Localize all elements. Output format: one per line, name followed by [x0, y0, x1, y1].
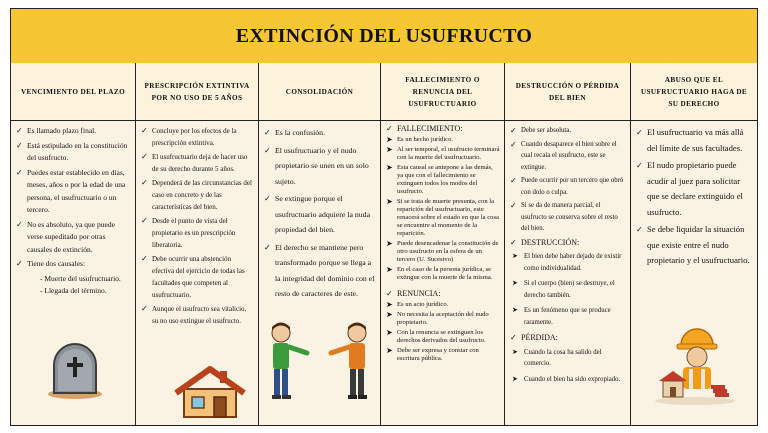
list-item: ✓ Debe ser absoluta. — [510, 126, 572, 135]
summary-chart — [10, 8, 758, 426]
construction-worker-icon — [653, 325, 737, 405]
tombstone-icon — [47, 341, 103, 399]
arrow-bullet-icon: ➤ — [386, 300, 393, 309]
arrow-bullet-icon: ➤ — [386, 145, 393, 154]
column-header: CONSOLIDACIÓN — [259, 63, 380, 121]
list-item: ✓ Es llamado plazo final. — [16, 125, 131, 138]
list-item: ➤ Puede desencadenar la constitución de otro usufructo en la esfera de un tercero (U. Sucesivo) — [386, 239, 499, 263]
column-header: FALLECIMIENTO O RENUNCIA DEL USUFRUCTUARIO — [381, 63, 504, 121]
check-icon: ✓ — [510, 126, 517, 135]
list-item: ✓ Es la confusión. — [264, 125, 376, 141]
sub-item: - Muerte del usufructuario. — [40, 273, 121, 283]
check-icon: ✓ — [141, 178, 148, 187]
column-body — [259, 121, 380, 302]
list-item: ✓ El derecho se mantiene pero transformado porque se llega a la integridad del dominio con el resto de caracteres de este. — [264, 240, 376, 302]
check-icon: ✓ — [141, 304, 148, 313]
check-icon: ✓ — [16, 126, 23, 135]
arrow-bullet-icon: ➤ — [512, 306, 518, 314]
two-people-icon — [263, 321, 375, 403]
column-abuso — [631, 63, 757, 425]
arrow-bullet-icon: ➤ — [512, 252, 518, 260]
list-item: ✓ Se debe liquidar la situación que existe entre el nudo propietario y el usufructuario. — [636, 224, 750, 265]
arrow-bullet-icon: ➤ — [386, 239, 393, 248]
column-body — [631, 121, 757, 269]
column-prescripcion — [136, 63, 259, 425]
list-item: ✓ Cuando desaparece el bien sobre el cual recaía el usufructo, este se extingue. — [510, 139, 617, 171]
column-vencimiento — [11, 63, 136, 425]
section-heading: ✓ RENUNCIA: — [386, 289, 441, 298]
column-fallecimiento-renuncia — [381, 63, 505, 425]
check-icon: ✓ — [510, 139, 517, 149]
list-item: ✓ Puedes estar establecido en días, meses, años o por la edad de una persona, el usufructuario o un tercero. — [16, 167, 126, 214]
check-icon: ✓ — [16, 219, 23, 229]
list-item: ➤ Al ser temporal, el usufructo terminará con la muerte del usufructuario. — [386, 145, 500, 161]
list-item: ➤ Cuando la cosa ha salido del comercio. — [512, 347, 602, 367]
arrow-bullet-icon: ➤ — [386, 135, 393, 144]
section-heading: ✓ FALLECIMIENTO: — [386, 124, 463, 133]
check-icon: ✓ — [510, 201, 517, 210]
list-item: ✓ No es absoluto, ya que puede verse supeditado por otras causales de extinción. — [16, 219, 115, 254]
column-body — [136, 121, 258, 327]
arrow-bullet-icon: ➤ — [386, 346, 393, 355]
column-header: PRESCRIPCIÓN EXTINTIVA POR NO USO DE 5 AÑOS — [136, 63, 258, 121]
column-body — [505, 121, 630, 385]
list-item: ✓ El nudo propietario puede acudir al juez para solicitar que se declare extinguido el usufructo. — [636, 160, 743, 217]
section-heading: ✓ DESTRUCCIÓN: — [510, 237, 580, 247]
arrow-bullet-icon: ➤ — [386, 163, 393, 172]
list-item: ➤ En el caso de la persona jurídica, se extingue con la muerte de la misma. — [386, 265, 493, 281]
column-consolidacion — [259, 63, 381, 425]
list-item: ➤ Es un fenómeno que se produce raramente. — [512, 306, 611, 326]
arrow-bullet-icon: ➤ — [512, 279, 518, 287]
list-item: ✓ Se extingue porque el usufructuario adquiere la nuda propiedad del bien. — [264, 191, 376, 238]
section-heading: ✓ PÉRDIDA: — [510, 333, 558, 342]
check-icon: ✓ — [636, 128, 643, 137]
arrow-bullet-icon: ➤ — [386, 197, 393, 206]
list-item: ➤ No necesita la aceptación del nudo propietario. — [386, 310, 489, 326]
arrow-bullet-icon: ➤ — [512, 347, 518, 356]
arrow-bullet-icon: ➤ — [386, 328, 393, 337]
list-item: ✓ Dependerá de las circunstancias del caso en concreto y de las características del bien. — [141, 178, 252, 211]
arrow-bullet-icon: ➤ — [386, 310, 393, 319]
check-icon: ✓ — [386, 289, 393, 298]
check-icon: ✓ — [141, 152, 148, 161]
list-item: ✓ Está estipulado en la constitución del usufructo. — [16, 140, 128, 162]
check-icon: ✓ — [141, 254, 148, 263]
list-item: ✓ Puede ocurrir por un tercero que obró con dolo o culpa. — [510, 176, 624, 196]
house-icon — [174, 365, 246, 419]
page-title: EXTINCIÓN DEL USUFRUCTO — [235, 24, 533, 47]
check-icon: ✓ — [264, 145, 271, 155]
arrow-bullet-icon: ➤ — [512, 374, 518, 383]
column-body — [381, 121, 504, 363]
list-item: ➤ Debe ser expresa y constar con escritura pública. — [386, 346, 479, 362]
list-item: ✓ Desde el punto de vista del propietario es un prescripción liberatoria. — [141, 216, 236, 249]
list-item: ✓ Debe ocurrir una abstención efectiva del ejercicio de todas las facultades que competen al usufructuario. — [141, 254, 245, 299]
list-item: ➤ Cuando el bien ha sido expropiado. — [510, 374, 626, 386]
list-item: ➤ Esta causal se antepone a las demás, ya que con el fallecimiento se extinguen todos los modos del usufructo. — [386, 163, 493, 195]
check-icon: ✓ — [510, 333, 517, 342]
sub-item: - Llegada del término. — [40, 286, 107, 295]
column-header: DESTRUCCIÓN O PÉRDIDA DEL BIEN — [505, 63, 630, 121]
column-destruccion-perdida — [505, 63, 631, 425]
list-item: ✓ Tiene dos causales: — [16, 258, 131, 271]
check-icon: ✓ — [141, 126, 148, 135]
check-icon: ✓ — [16, 140, 23, 150]
list-item: ➤ Si se trata de muerte presunta, con la reparición del usufructuario, este renacerá sobre el estado en que la cosa se encuentre al momento de la reparición. — [386, 197, 499, 237]
list-item: ➤ Si el cuerpo (bien) se destruye, el derecho también. — [512, 279, 615, 299]
list-item: ✓ Aunque el usufructo sea vitalicio, su no uso extingue el usufructo. — [141, 304, 247, 325]
check-icon: ✓ — [264, 242, 271, 252]
list-item: ➤ Es un hecho jurídico. — [386, 135, 454, 144]
check-icon: ✓ — [16, 259, 23, 268]
column-body — [11, 121, 135, 298]
list-item: ➤ Es un acto jurídico. — [386, 300, 449, 309]
list-item: ✓ El usufructuario y el nudo propietario se unen en un solo sujeto. — [264, 143, 376, 190]
list-item: ✓ El usufructuario deja de hacer uso de su derecho durante 5 años. — [141, 152, 248, 173]
check-icon: ✓ — [264, 128, 271, 137]
list-item: ✓ Concluye por los efectos de la prescripción extintiva. — [141, 126, 237, 147]
columns — [11, 63, 757, 425]
check-icon: ✓ — [636, 161, 643, 170]
column-header: VENCIMIENTO DEL PLAZO — [11, 63, 135, 121]
title-banner — [11, 9, 757, 64]
arrow-bullet-icon: ➤ — [386, 265, 393, 274]
list-item: ✓ Si se da de manera parcial, el usufructo se conserva sobre el resto del bien. — [510, 201, 618, 232]
column-header: ABUSO QUE EL USUFRUCTUARIO HAGA DE SU DERECHO — [631, 63, 757, 121]
list-item: ➤ El bien debe haber dejado de existir como individualidad. — [512, 252, 622, 272]
list-item: ✓ El usufructuario va más allá del límite de sus facultades. — [636, 127, 744, 153]
check-icon: ✓ — [510, 176, 517, 185]
check-icon: ✓ — [636, 225, 643, 234]
check-icon: ✓ — [264, 194, 271, 203]
check-icon: ✓ — [16, 167, 23, 177]
check-icon: ✓ — [386, 124, 393, 133]
check-icon: ✓ — [510, 237, 517, 247]
list-item: ➤ Con la renuncia se extinguen los derechos derivados del usufructo. — [386, 328, 486, 344]
check-icon: ✓ — [141, 216, 148, 225]
